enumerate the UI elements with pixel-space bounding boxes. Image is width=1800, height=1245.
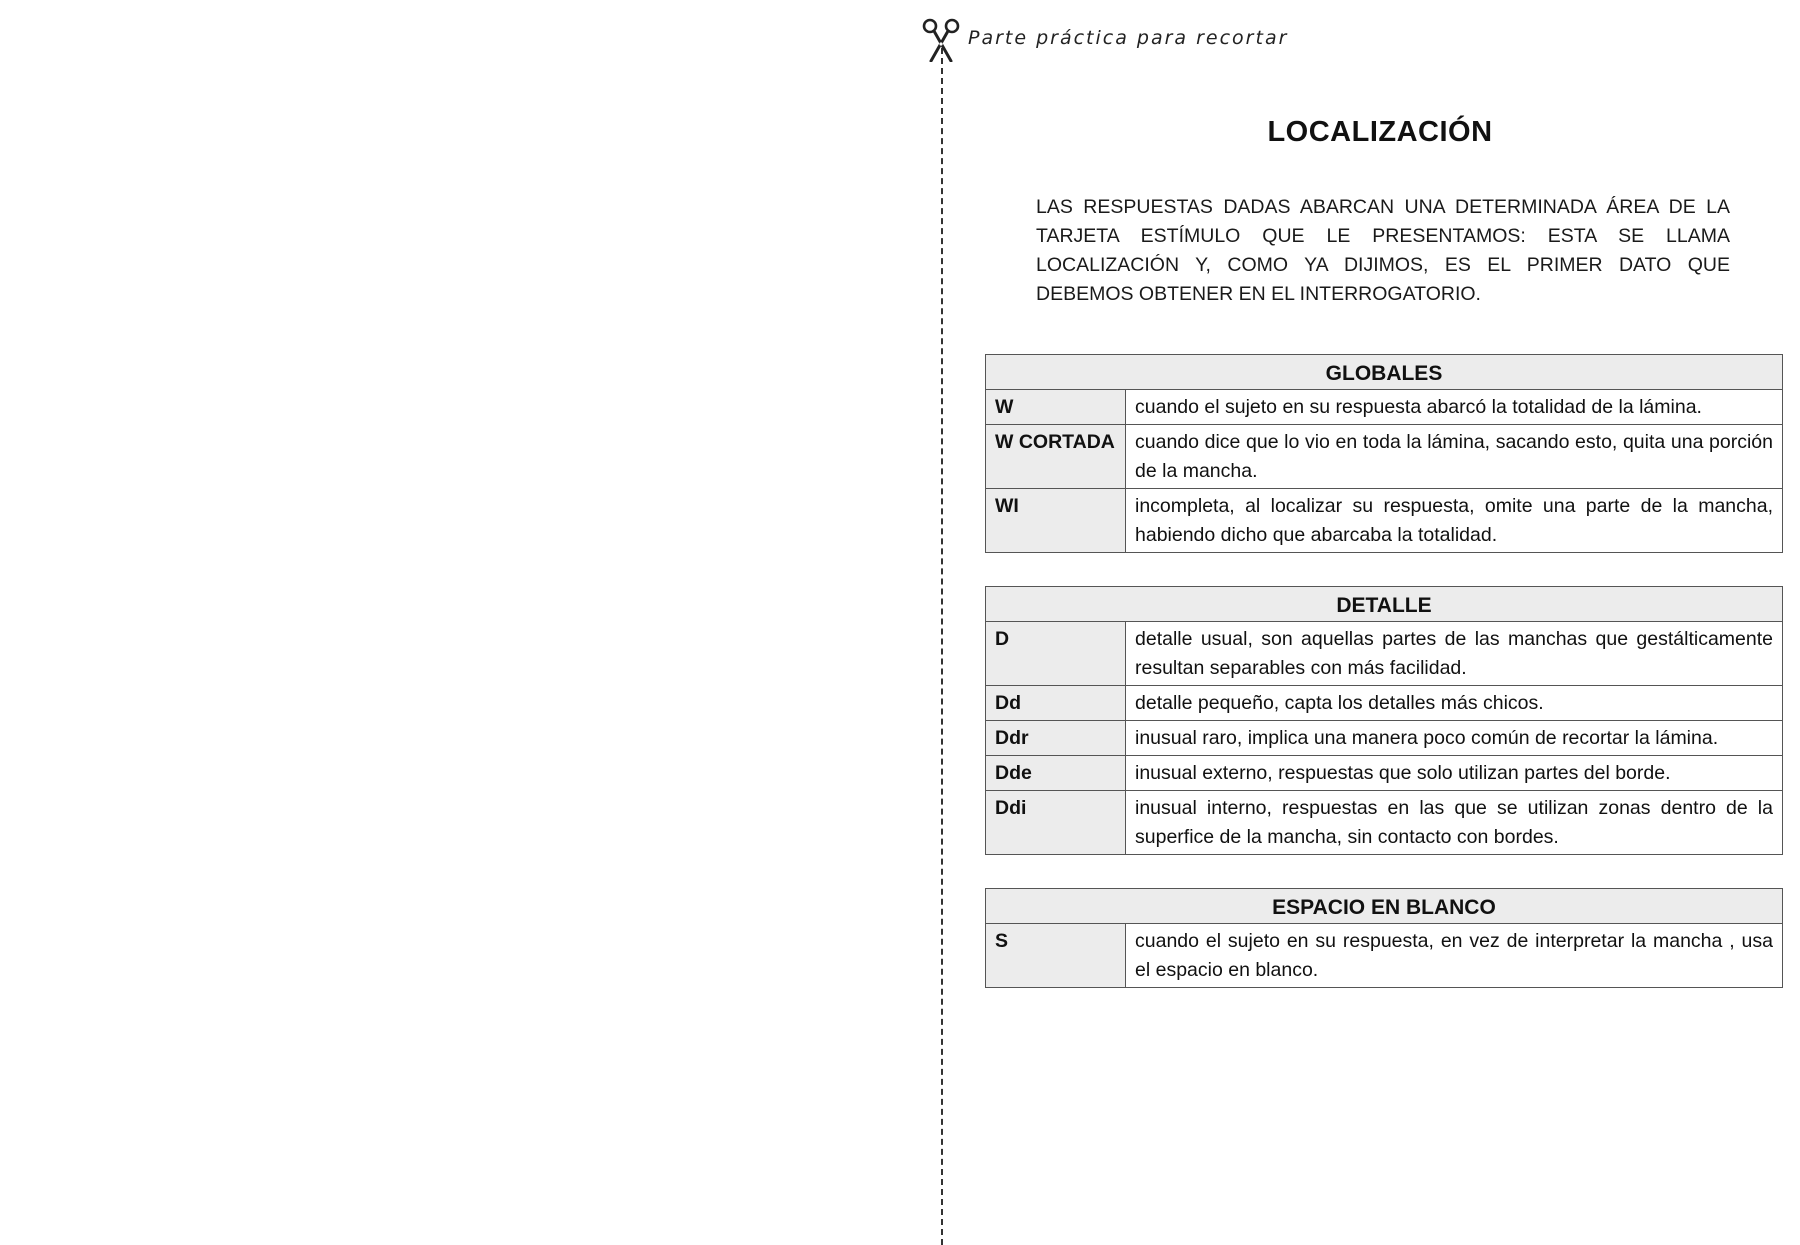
row-description: detalle usual, son aquellas partes de las manchas que gestálticamente resultan separables con más facilidad. [1126,622,1783,686]
scissors-icon [921,18,961,62]
row-description: cuando el sujeto en su respuesta abarcó la totalidad de la lámina. [1126,390,1783,425]
detalle-table [985,586,1783,855]
table-row [986,791,1783,855]
table-row [986,390,1783,425]
row-description: cuando dice que lo vio en toda la lámina, sacando esto, quita una porción de la mancha. [1126,425,1783,489]
row-code: Ddr [986,721,1126,756]
row-code: S [986,924,1126,988]
row-description: cuando el sujeto en su respuesta, en vez de interpretar la mancha , usa el espacio en blanco. [1126,924,1783,988]
row-code: W [986,390,1126,425]
row-description: inusual interno, respuestas en las que se utilizan zonas dentro de la superfice de la mancha, sin contacto con bordes. [1126,791,1783,855]
table-header-row [986,355,1783,390]
page-title: LOCALIZACIÓN [1267,116,1493,148]
espacio-table [985,888,1783,988]
row-description: detalle pequeño, capta los detalles más chicos. [1126,686,1783,721]
table-row [986,425,1783,489]
cut-line [941,48,943,1245]
row-description: incompleta, al localizar su respuesta, omite una parte de la mancha, habiendo dicho que abarcaba la totalidad. [1126,489,1783,553]
row-description: inusual externo, respuestas que solo utilizan partes del borde. [1126,756,1783,791]
globales-table [985,354,1783,553]
row-code: WI [986,489,1126,553]
table-row [986,756,1783,791]
table-header-row [986,889,1783,924]
cut-caption: Parte práctica para recortar [968,27,1289,49]
table-row [986,686,1783,721]
detalle-header: DETALLE [986,587,1783,622]
row-code: W CORTADA [986,425,1126,489]
table-row [986,924,1783,988]
row-code: Dd [986,686,1126,721]
row-code: Ddi [986,791,1126,855]
row-code: D [986,622,1126,686]
intro-paragraph: LAS RESPUESTAS DADAS ABARCAN UNA DETERMINADA ÁREA DE LA TARJETA ESTÍMULO QUE LE PRESENTAMOS: ESTA SE LLAMA LOCALIZACIÓN Y, COMO YA DIJIMOS, ES EL PRIMER DATO QUE DEBEMOS OBTENER EN EL INTERROGATORIO. [1036,196,1730,305]
globales-header: GLOBALES [986,355,1783,390]
row-description: inusual raro, implica una manera poco común de recortar la lámina. [1126,721,1783,756]
table-row [986,721,1783,756]
espacio-header: ESPACIO EN BLANCO [986,889,1783,924]
row-code: Dde [986,756,1126,791]
table-header-row [986,587,1783,622]
table-row [986,489,1783,553]
table-row [986,622,1783,686]
